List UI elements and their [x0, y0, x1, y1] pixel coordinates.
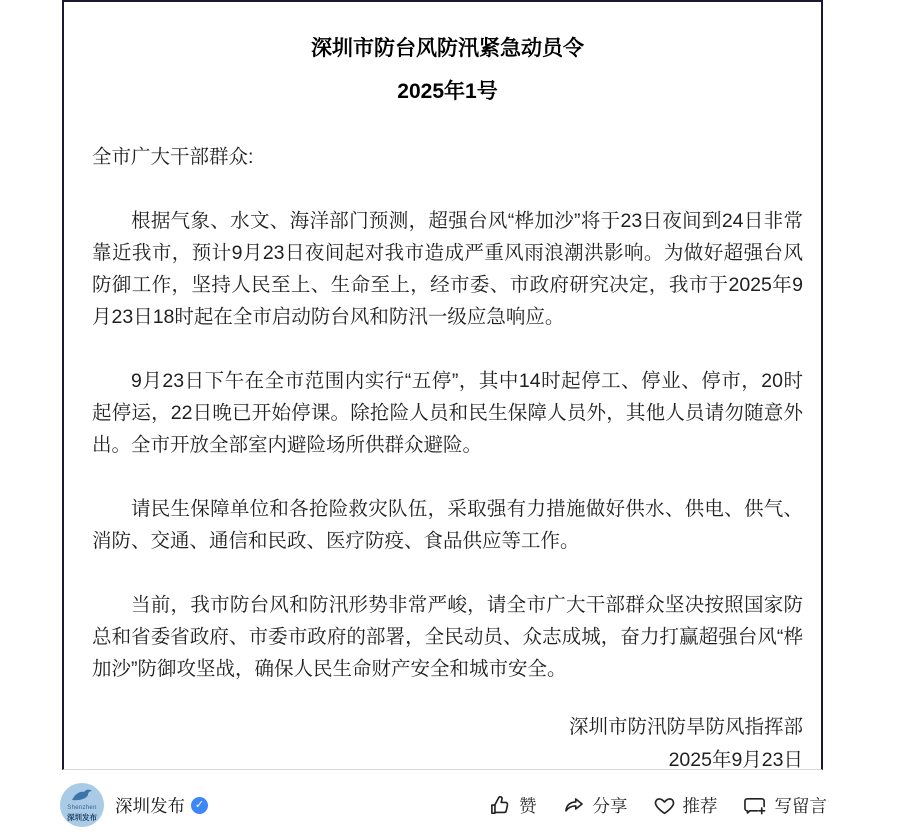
comment-plus-icon — [743, 794, 768, 817]
heart-icon — [653, 794, 676, 817]
salutation: 全市广大干部群众: — [92, 146, 254, 168]
avatar-text-en: Shenzhen — [67, 805, 97, 811]
paragraph-4: 当前，我市防台风和防汛形势非常严峻，请全市广大干部群众坚决按照国家防总和省委省政府、市委市政府的部署，全民动员、众志成城，奋力打赢超强台风“桦加沙”防御攻坚战，确保人民生命财产安全和城市安全。 — [92, 594, 803, 680]
publisher-name[interactable]: 深圳发布 — [115, 795, 185, 816]
publisher-account[interactable] — [60, 783, 208, 827]
signature-block — [92, 711, 803, 770]
paragraph-3: 请民生保障单位和各抢险救灾队伍，采取强有力措施做好供水、供电、供气、消防、交通、通信和民政、医疗防疫、食品供应等工作。 — [92, 498, 803, 552]
avatar-bird-logo — [70, 788, 94, 804]
announcement-document — [62, 0, 823, 770]
share-button[interactable] — [562, 793, 628, 818]
write-comment-button[interactable] — [743, 793, 828, 818]
recommend-label: 推荐 — [682, 795, 718, 816]
signature-date: 2025年9月23日 — [668, 749, 803, 770]
signature-issuer: 深圳市防汛防旱防风指挥部 — [568, 716, 803, 738]
share-label: 分享 — [592, 795, 628, 816]
avatar-text-zh: 深圳发布 — [67, 813, 97, 822]
document-number: 2025年1号 — [397, 80, 498, 103]
document-title: 深圳市防台风防汛紧急动员令 — [311, 37, 584, 60]
like-label: 赞 — [519, 795, 537, 816]
paragraph-1: 根据气象、水文、海洋部门预测，超强台风“桦加沙”将于23日夜间到24日非常靠近我市，预计9月23日夜间起对我市造成严重风雨浪潮洪影响。为做好超强台风防御工作，坚持人民至上、生命至上，经市委、市政府研究决定，我市于2025年9月23日18时起在全市启动防台风和防汛一级应急响应。 — [92, 210, 803, 328]
action-bar — [489, 793, 827, 818]
thumbs-up-icon — [489, 794, 512, 817]
verified-badge-icon: ✓ — [191, 797, 208, 814]
paragraph-2: 9月23日下午在全市范围内实行“五停”，其中14时起停工、停业、停市，20时起停运，22日晚已开始停课。除抢险人员和民生保障人员外，其他人员请勿随意外出。全市开放全部室内避险场所供群众避险。 — [92, 370, 803, 456]
article-footer — [60, 782, 827, 828]
write-comment-label: 写留言 — [774, 795, 827, 816]
publisher-avatar[interactable] — [60, 783, 104, 827]
like-button[interactable] — [489, 793, 537, 818]
share-icon — [562, 794, 586, 817]
recommend-button[interactable] — [653, 793, 718, 818]
